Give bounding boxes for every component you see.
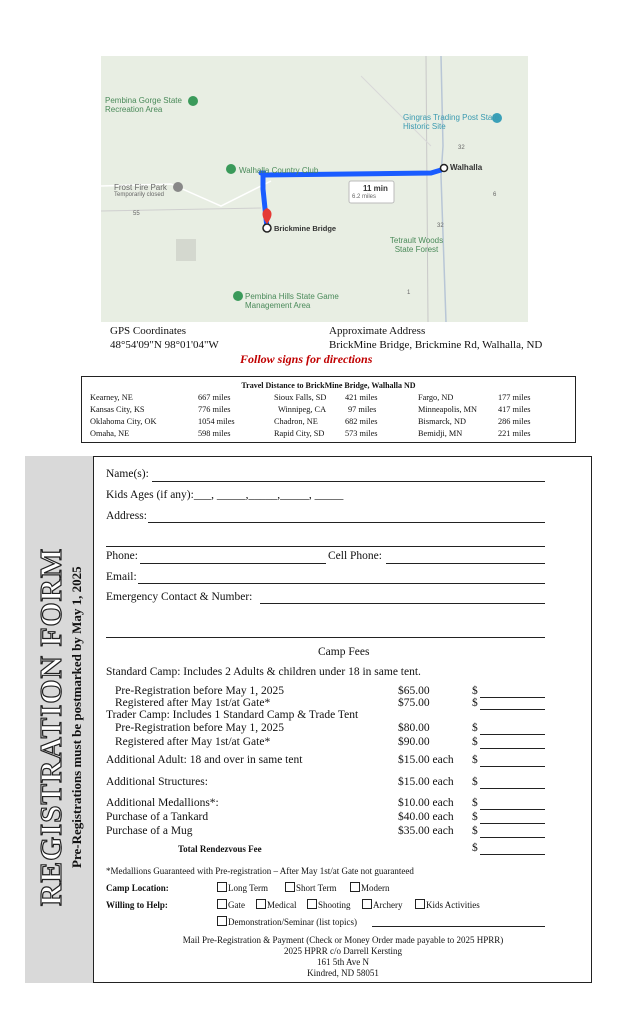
dist-cell: 177 miles [498,393,531,402]
address-field-2[interactable] [106,546,545,547]
camp-fees-heading: Camp Fees [318,646,370,658]
dist-col-city-2 [274,392,326,440]
route-distance: 6.2 miles [352,194,377,200]
loc-option-modern[interactable] [350,882,390,893]
checkbox-icon[interactable] [362,899,372,909]
form-subtitle: Pre-Registrations must be postmarked by May 1, 2025 [69,566,84,868]
hwy-55: 55 [133,211,140,217]
dollar-sign: $ [472,825,478,837]
destination-dot [263,224,271,232]
mug: Purchase of a Mug [106,825,193,837]
mail-line-2: 2025 HPRR c/o Darrell Kersting [284,946,402,956]
address-label: Address: [106,510,147,522]
phone-field[interactable] [140,563,326,564]
kids-ages-field[interactable]: Kids Ages (if any):___, _____,_____,_____, _____ [106,489,344,501]
map-label-pembina-gorge: Pembina Gorge State Recreation Area [105,96,182,114]
address-value: BrickMine Bridge, Brickmine Rd, Walhalla, ND [329,339,543,351]
dist-cell: 598 miles [198,429,231,438]
total-label: Total Rendezvous Fee [178,844,262,854]
emergency-field[interactable] [260,603,545,604]
option-label: Modern [361,883,390,893]
amount-field[interactable] [480,766,545,767]
dist-cell: Fargo, ND [418,393,454,402]
amount-field[interactable] [480,837,545,838]
dist-cell: Oklahoma City, OK [90,417,157,426]
dollar-sign: $ [472,736,478,748]
tankard-price: $40.00 each [398,811,454,823]
option-label: Shooting [318,900,351,910]
total-field[interactable] [480,854,545,855]
phone-label: Phone: [106,550,138,562]
additional-adult-price: $15.00 each [398,754,454,766]
distance-title: Travel Distance to BrickMine Bridge, Walhalla ND [241,381,416,390]
loc-option-long-term[interactable] [217,882,268,893]
additional-adult: Additional Adult: 18 and over in same tent [106,754,303,766]
reg-after-2-price: $90.00 [398,736,430,748]
dist-cell: 286 miles [498,417,531,426]
additional-structures: Additional Structures: [106,776,208,788]
form-title: REGISTRATION FORM [33,547,68,906]
map-label-pembina-hills: Pembina Hills State Game Management Area [245,292,339,310]
park-icon-2 [233,291,243,301]
dist-cell: 421 miles [345,393,378,402]
dist-cell: Chadron, NE [274,417,318,426]
map-image [101,56,528,322]
email-label: Email: [106,571,137,583]
mail-line-4: Kindred, ND 58051 [307,968,379,978]
emergency-field-2[interactable] [106,637,545,638]
dist-cell: Omaha, NE [90,429,130,438]
amount-field[interactable] [480,697,545,698]
option-label: Short Term [296,883,337,893]
signs-note: Follow signs for directions [240,352,373,366]
dist-cell: 221 miles [498,429,531,438]
reg-after-2: Registered after May 1st/at Gate* [115,736,271,748]
map-label-brickmine: Brickmine Bridge [274,224,337,233]
dist-cell: 682 miles [345,417,378,426]
map-label-gingras: Gingras Trading Post State Historic Site [403,113,500,131]
dist-cell: Bemidji, MN [418,429,463,438]
gps-value: 48°54'09"N 98°01'04"W [110,339,219,351]
trader-camp: Trader Camp: Includes 1 Standard Camp & Trade Tent [106,709,359,721]
mug-price: $35.00 each [398,825,454,837]
help-option-demo[interactable] [217,916,357,927]
dollar-sign: $ [472,685,478,697]
origin-dot [441,165,448,172]
amount-field[interactable] [480,823,545,824]
dist-col-miles-2 [345,392,378,440]
option-label: Medical [267,900,297,910]
help-option-shooting[interactable] [307,899,351,910]
cell-field[interactable] [386,563,545,564]
additional-medallions: Additional Medallions*: [106,797,219,809]
map-label-tetrault: Tetrault Woods State Forest [389,236,444,254]
reg-after-1-price: $75.00 [398,697,430,709]
checkbox-icon[interactable] [307,899,317,909]
checkbox-icon[interactable] [415,899,425,909]
tankard: Purchase of a Tankard [106,811,209,823]
pre-reg-1-price: $65.00 [398,685,430,697]
dist-cell: Rapid City, SD [274,429,325,438]
option-label: Demonstration/Seminar (list topics) [228,917,357,927]
map-label-frost-fire-sub: Temporarily closed [114,192,165,198]
dist-col-city-3 [418,392,477,440]
help-option-kids[interactable] [415,899,480,910]
pre-reg-2-price: $80.00 [398,722,430,734]
distance-table [81,376,576,443]
dollar-sign: $ [472,811,478,823]
map-label-walhalla-cc: Walhalla Country Club [239,166,319,175]
mail-line-3: 161 5th Ave N [316,957,370,967]
checkbox-icon[interactable] [217,899,227,909]
gps-label: GPS Coordinates [110,325,187,337]
dist-cell: 667 miles [198,393,231,402]
cell-label: Cell Phone: [328,550,382,562]
pre-reg-1: Pre-Registration before May 1, 2025 [115,685,284,697]
map-label-frost-fire: Frost Fire Park [114,183,167,192]
dist-cell: 417 miles [498,405,531,414]
option-label: Long Term [228,883,268,893]
dist-col-city-1 [90,392,157,440]
option-label: Archery [373,900,403,910]
dist-cell: Minneapolis, MN [418,405,477,414]
dist-cell: 573 miles [345,429,378,438]
names-label: Name(s): [106,468,149,480]
dollar-sign: $ [472,697,478,709]
checkbox-icon[interactable] [285,882,295,892]
loc-option-short-term[interactable] [285,882,336,893]
checkbox-icon[interactable] [256,899,266,909]
hwy-32: 32 [458,145,465,151]
camp-location-label: Camp Location: [106,883,169,893]
checkbox-icon[interactable] [350,882,360,892]
dist-cell: Sioux Falls, SD [274,393,327,402]
reg-after-1: Registered after May 1st/at Gate* [115,697,271,709]
map-label-walhalla: Walhalla [450,163,483,172]
dist-cell: 1054 miles [198,417,235,426]
dist-cell: Kansas City, KS [90,405,145,414]
dist-cell: Bismarck, ND [418,417,466,426]
pre-reg-2: Pre-Registration before May 1, 2025 [115,722,284,734]
names-field[interactable] [152,481,545,482]
amount-field[interactable] [480,734,545,735]
address-label: Approximate Address [329,325,426,337]
amount-field[interactable] [480,788,545,789]
amount-field[interactable] [480,748,545,749]
dist-cell: Kearney, NE [90,393,133,402]
dist-col-miles-3 [498,392,531,440]
checkbox-icon[interactable] [217,882,227,892]
dist-col-miles-1 [198,392,235,440]
address-field[interactable] [148,522,545,523]
emergency-label: Emergency Contact & Number: [106,591,253,603]
additional-medallions-price: $10.00 each [398,797,454,809]
checkbox-icon[interactable] [217,916,227,926]
help-option-gate[interactable] [217,899,245,910]
dollar-sign: $ [472,722,478,734]
dist-cell: Winnipeg, CA [278,405,327,414]
dollar-sign: $ [472,842,478,854]
standard-camp: Standard Camp: Includes 2 Adults & children under 18 in same tent. [106,666,421,678]
demo-topics-field[interactable] [372,926,545,927]
dollar-sign: $ [472,797,478,809]
park-closed-icon [173,182,183,192]
hwy-6: 6 [493,192,497,198]
additional-structures-price: $15.00 each [398,776,454,788]
option-label: Gate [228,900,245,910]
hwy-1: 1 [407,290,411,296]
help-option-archery[interactable] [362,899,402,910]
dist-cell: 776 miles [198,405,231,414]
dist-cell: 97 miles [348,405,377,414]
willing-label: Willing to Help: [106,900,168,910]
hwy-32b: 32 [437,223,444,229]
form-sidebar [25,456,94,983]
amount-field[interactable] [480,809,545,810]
dollar-sign: $ [472,776,478,788]
amount-field[interactable] [480,709,545,710]
route-time: 11 min [363,184,388,193]
option-label: Kids Activities [426,900,480,910]
golf-icon [226,164,236,174]
email-field[interactable] [138,583,545,584]
medallion-note: *Medallions Guaranteed with Pre-registration – After May 1st/at Gate not guaranteed [106,866,414,876]
mail-line-1: Mail Pre-Registration & Payment (Check or Money Order made payable to 2025 HPRR) [182,935,504,945]
help-option-medical[interactable] [256,899,297,910]
dollar-sign: $ [472,754,478,766]
